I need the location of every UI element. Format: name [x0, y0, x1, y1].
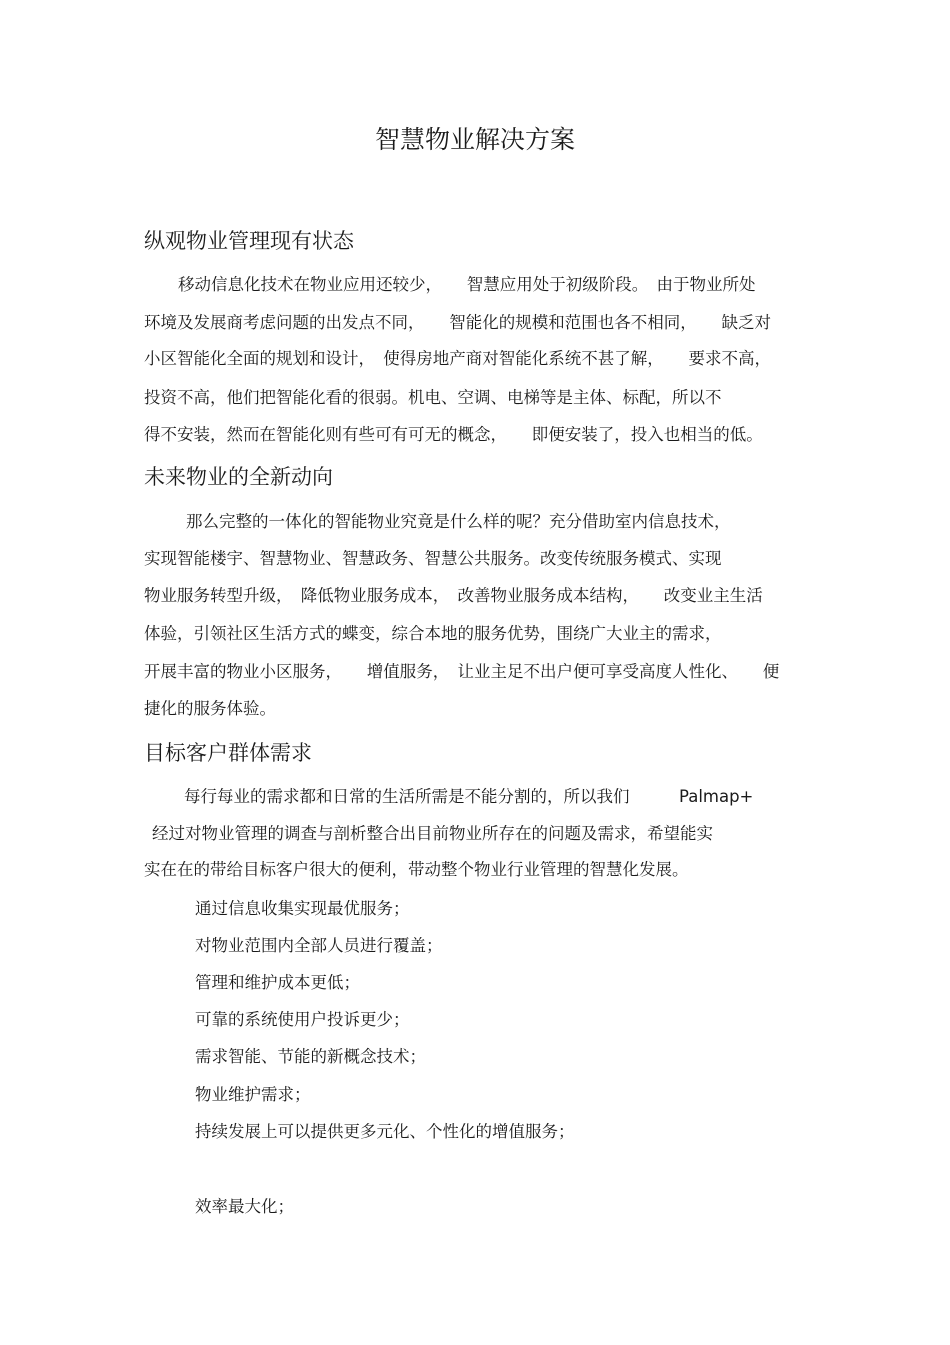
section-heading-future-trends: 未来物业的全新动向	[144, 465, 333, 489]
list-item: 需求智能、节能的新概念技术；	[195, 1047, 426, 1066]
paragraph-line: 实现智能楼宇、智慧物业、智慧政务、智慧公共服务。改变传统服务模式、实现	[144, 549, 722, 568]
paragraph-line: 投资不高，他们把智能化看的很弱。机电、空调、电梯等是主体、标配，所以不	[144, 388, 722, 407]
list-item: 管理和维护成本更低；	[195, 973, 360, 992]
page-title: 智慧物业解决方案	[374, 125, 575, 154]
list-item: 物业维护需求；	[195, 1085, 311, 1104]
paragraph-line: 环境及发展商考虑问题的出发点不同， 智能化的规模和范围也各不相同， 缺乏对	[144, 313, 771, 332]
paragraph-line: 移动信息化技术在物业应用还较少， 智慧应用处于初级阶段。 由于物业所处	[178, 275, 756, 294]
paragraph-line: 开展丰富的物业小区服务， 增值服务， 让业主足不出户便可享受高度人性化、 便	[144, 662, 780, 681]
paragraph-line: 经过对物业管理的调查与剖析整合出目前物业所存在的问题及需求，希望能实	[152, 824, 713, 843]
list-item: 通过信息收集实现最优服务；	[195, 899, 410, 918]
section-heading-target-customers: 目标客户群体需求	[144, 741, 312, 765]
paragraph-line: 实在在的带给目标客户很大的便利，带动整个物业行业管理的智慧化发展。	[144, 860, 689, 879]
paragraph-line: 每行每业的需求都和日常的生活所需是不能分割的，所以我们 Palmap+	[184, 787, 754, 806]
paragraph-line: 体验，引领社区生活方式的蝶变，综合本地的服务优势，围绕广大业主的需求，	[144, 624, 722, 643]
list-item: 持续发展上可以提供更多元化、个性化的增值服务；	[195, 1122, 575, 1141]
list-item: 效率最大化；	[195, 1197, 294, 1216]
list-item: 可靠的系统使用户投诉更少；	[195, 1010, 410, 1029]
paragraph-line: 那么完整的一体化的智能物业究竟是什么样的呢？充分借助室内信息技术，	[186, 512, 731, 531]
paragraph-line: 得不安装，然而在智能化则有些可有可无的概念， 即便安装了，投入也相当的低。	[144, 425, 763, 444]
paragraph-line: 捷化的服务体验。	[144, 699, 276, 718]
section-heading-current-status: 纵观物业管理现有状态	[144, 229, 354, 253]
list-item: 对物业范围内全部人员进行覆盖；	[195, 936, 443, 955]
paragraph-line: 物业服务转型升级， 降低物业服务成本， 改善物业服务成本结构， 改变业主生活	[144, 586, 763, 605]
paragraph-line: 小区智能化全面的规划和设计， 使得房地产商对智能化系统不甚了解， 要求不高，	[144, 349, 771, 368]
